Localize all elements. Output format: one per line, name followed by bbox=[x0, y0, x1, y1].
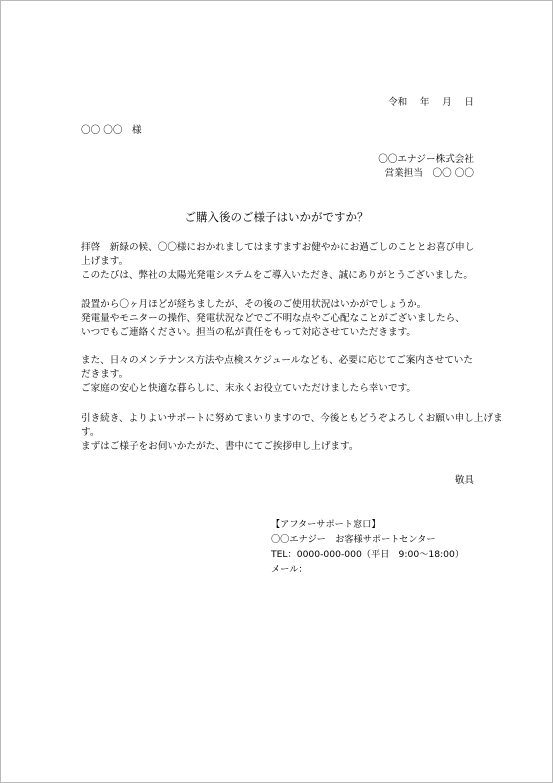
contact-mail: メール： bbox=[271, 564, 308, 575]
paragraph-line: また、日々のメンテナンス方法や点検スケジュールなども、必要に応じてご案内させていた bbox=[81, 355, 473, 366]
paragraph-line: ご家庭の安心と快適な暮らしに、末永くお役立ていただけましたら幸いです。 bbox=[81, 383, 417, 394]
support-contact-block bbox=[271, 517, 464, 577]
sender-person: 営業担当 〇〇 〇〇 bbox=[384, 168, 474, 179]
paragraph-line: 拝啓 新緑の候、〇〇様におかれましてはますますお健やかにお過ごしのこととお喜び申し bbox=[81, 242, 475, 253]
sender-company: 〇〇エナジー株式会社 bbox=[378, 154, 474, 165]
paragraph-line: 発電量やモニターの操作、発電状況などでご不明な点やご心配なことがございましたら、 bbox=[81, 313, 465, 324]
closing-word: 敬具 bbox=[454, 475, 474, 486]
recipient-name: 〇〇 〇〇 様 bbox=[81, 125, 142, 136]
paragraph-line: だきます。 bbox=[81, 369, 129, 380]
paragraph-4 bbox=[81, 412, 503, 454]
paragraph-line: 設置から〇ヶ月ほどが経ちましたが、その後のご使用状況はいかがでしょうか。 bbox=[81, 299, 427, 310]
paragraph-line: 上げます。 bbox=[81, 256, 129, 267]
letter-title: ご購入後のご様子はいかがですか？ bbox=[184, 210, 369, 224]
contact-center: 〇〇エナジー お客様サポートセンター bbox=[271, 534, 436, 545]
paragraph-line: このたびは、弊社の太陽光発電システムをご導入いただき、誠にありがとうございました。 bbox=[81, 270, 473, 281]
letter-date: 令和 年 月 日 bbox=[388, 97, 474, 108]
paragraph-2 bbox=[81, 298, 481, 340]
paragraph-1 bbox=[81, 241, 481, 283]
paragraph-line: す。 bbox=[81, 427, 100, 438]
contact-heading: 【アフターサポート窓口】 bbox=[271, 519, 381, 530]
paragraph-line: いつでもご連絡ください。担当の私が責任をもって対応させていただきます。 bbox=[81, 327, 417, 338]
paragraph-line: まずはご様子をお伺いかたがた、書中にてご挨拶申し上げます。 bbox=[81, 441, 359, 452]
paragraph-line: 引き続き、よりよいサポートに努めてまいりますので、今後ともどうぞよろしくお願い申し上げま bbox=[81, 413, 503, 424]
contact-tel: TEL：0000-000-000（平日 9:00～18:00） bbox=[271, 549, 465, 560]
paragraph-3 bbox=[81, 354, 481, 396]
